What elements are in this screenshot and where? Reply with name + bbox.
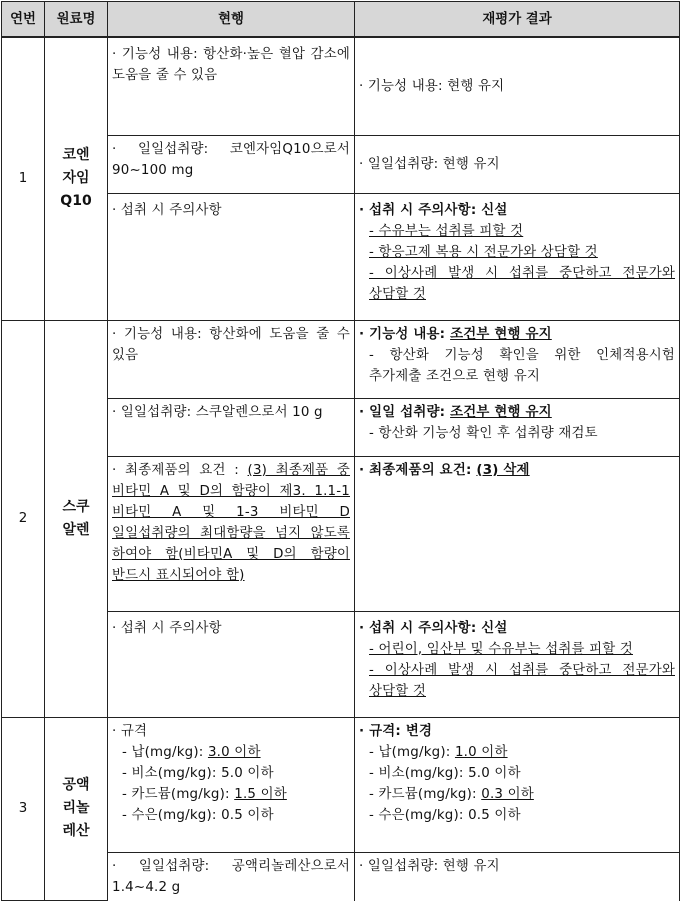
row-number: 3 — [2, 717, 45, 901]
result-title: · 섭취 시 주의사항: 신설 — [359, 202, 508, 218]
table-row — [2, 37, 680, 135]
result-cell: · 기능성 내용: 현행 유지 — [355, 37, 680, 135]
result-title: · 섭취 시 주의사항: 신설 — [359, 620, 508, 636]
list-item: - 수은(mg/kg): 0.5 이하 — [369, 807, 521, 823]
header-name: 원료명 — [45, 2, 108, 38]
result-cell: · 일일섭취량: 현행 유지 — [355, 135, 680, 193]
result-title: · 규격: 변경 — [359, 723, 433, 739]
table-row — [2, 320, 680, 398]
list-item: - 항응고제 복용 시 전문가와 상담할 것 — [369, 244, 598, 260]
current-cell: · 기능성 내용: 항산화에 도움을 줄 수 있음 — [108, 320, 355, 398]
current-cell: · 일일섭취량: 스쿠알렌으로서 10 g — [108, 398, 355, 456]
current-cell: · 일일섭취량: 코엔자임Q10으로서 90~100 mg — [108, 135, 355, 193]
list-item: - 항산화 기능성 확인 후 섭취량 재검토 — [369, 425, 598, 441]
ingredient-name: 스쿠 알렌 — [45, 320, 108, 717]
result-cell — [355, 611, 680, 717]
result-cell — [355, 193, 680, 320]
list-item: - 납(mg/kg): 3.0 이하 — [122, 744, 261, 760]
list-item: - 카드뮴(mg/kg): 0.3 이하 — [369, 786, 534, 802]
list-item: - 비소(mg/kg): 5.0 이하 — [122, 765, 274, 781]
list-item: - 수유부는 섭취를 피할 것 — [369, 223, 524, 239]
current-cell: · 섭취 시 주의사항 — [108, 193, 355, 320]
current-cell: · 최종제품의 요건 : (3) 최종제품 중 비타민 A 및 D의 함량이 제3. 1.1-1 비타민 A 및 1-3 비타민 D 일일섭취량의 최대함량을 넘지 않도록 하여야 함(비타민A 및 D의 함량이 반드시 표시되어야 함) — [108, 456, 355, 611]
result-title: · 기능성 내용: 조건부 현행 유지 — [359, 326, 552, 342]
list-item: - 항산화 기능성 확인을 위한 인체적용시험 추가제출 조건으로 현행 유지 — [369, 347, 675, 384]
result-title: · 일일 섭취량: 조건부 현행 유지 — [359, 404, 552, 420]
result-cell — [355, 717, 680, 852]
row-number: 1 — [2, 37, 45, 320]
table-row — [2, 717, 680, 852]
table-header-row — [2, 2, 680, 38]
result-title: · 최종제품의 요건: (3) 삭제 — [359, 462, 530, 478]
row-number: 2 — [2, 320, 45, 717]
result-cell: · 일일섭취량: 현행 유지 — [355, 852, 680, 901]
list-item: - 비소(mg/kg): 5.0 이하 — [369, 765, 521, 781]
result-cell — [355, 320, 680, 398]
current-title: · 규격 — [112, 723, 148, 739]
list-item: - 수은(mg/kg): 0.5 이하 — [122, 807, 274, 823]
current-cell: · 기능성 내용: 항산화·높은 혈압 감소에 도움을 줄 수 있음 — [108, 37, 355, 135]
list-item: - 이상사례 발생 시 섭취를 중단하고 전문가와 상담할 것 — [369, 265, 675, 302]
header-current: 현행 — [108, 2, 355, 38]
current-cell — [108, 717, 355, 852]
list-item: - 이상사례 발생 시 섭취를 중단하고 전문가와 상담할 것 — [369, 662, 675, 699]
header-no: 연번 — [2, 2, 45, 38]
result-cell — [355, 456, 680, 611]
list-item: - 카드뮴(mg/kg): 1.5 이하 — [122, 786, 287, 802]
reevaluation-table — [1, 1, 680, 901]
ingredient-name: 코엔 자임 Q10 — [45, 37, 108, 320]
list-item: - 납(mg/kg): 1.0 이하 — [369, 744, 508, 760]
list-item: - 어린이, 임산부 및 수유부는 섭취를 피할 것 — [369, 641, 633, 657]
header-result: 재평가 결과 — [355, 2, 680, 38]
result-cell — [355, 398, 680, 456]
current-cell: · 일일섭취량: 공액리놀레산으로서 1.4~4.2 g — [108, 852, 355, 901]
current-cell: · 섭취 시 주의사항 — [108, 611, 355, 717]
ingredient-name: 공액 리놀 레산 — [45, 717, 108, 901]
